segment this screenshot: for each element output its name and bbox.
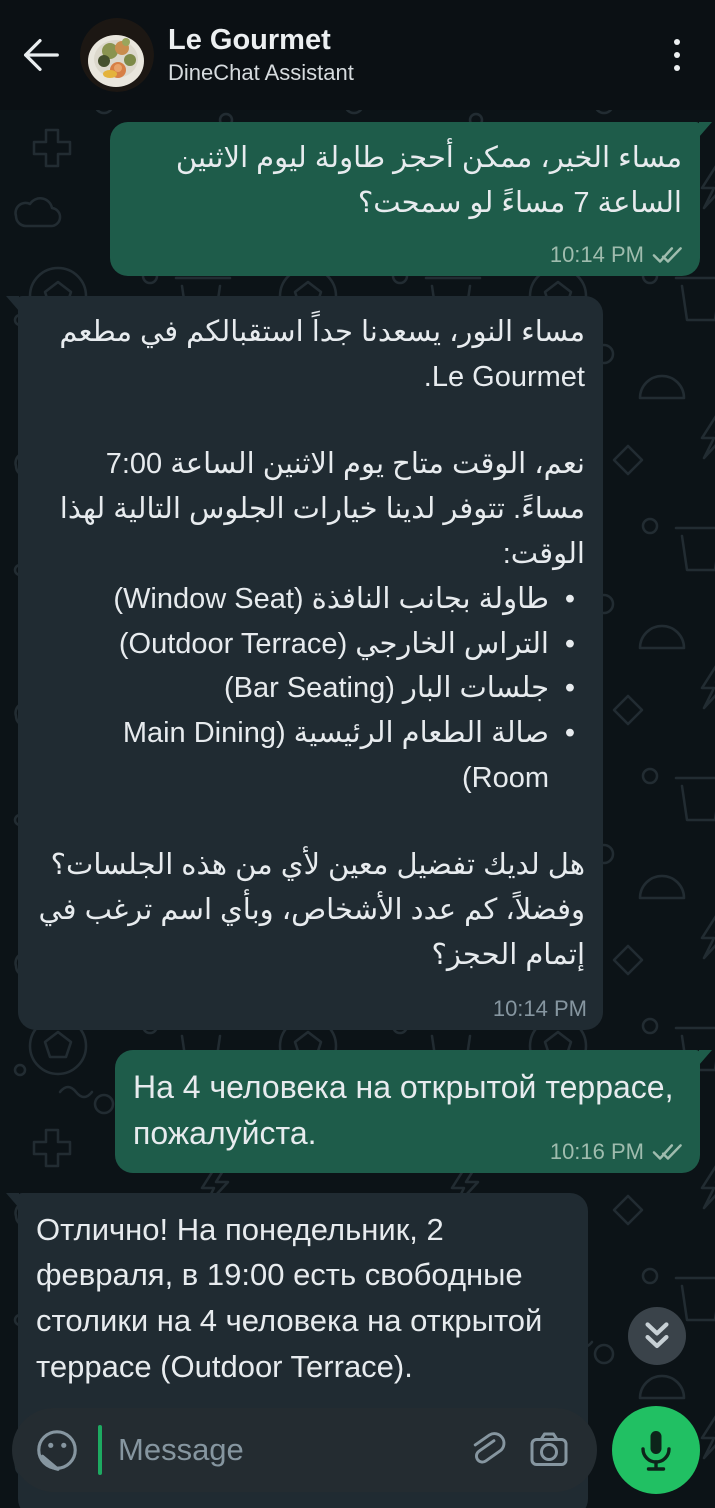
message-bubble-incoming[interactable]	[18, 296, 603, 1030]
microphone-icon	[632, 1426, 680, 1474]
scroll-to-bottom-button[interactable]	[628, 1307, 686, 1365]
seating-options-list	[36, 577, 585, 802]
message-meta	[549, 241, 684, 267]
message-text: نعم، الوقت متاح يوم الاثنين الساعة 7:00 مساءً. تتوفر لدينا خيارات الجلوس التالية لهذا الوقت:	[59, 447, 585, 570]
camera-icon	[525, 1426, 573, 1474]
back-arrow-icon	[17, 32, 63, 78]
message-text: مساء الخير، ممكن أحجز طاولة ليوم الاثنين الساعة 7 مساءً لو سمحت؟	[175, 142, 682, 219]
message-input[interactable]	[118, 1432, 447, 1468]
message-time: 10:14 PM	[492, 996, 587, 1022]
back-button[interactable]	[14, 29, 66, 81]
message-text: На 4 человека на открытой террасе, пожалуйста.	[133, 1069, 674, 1152]
restaurant-dish-image	[80, 18, 154, 92]
message-input-container	[12, 1408, 597, 1492]
seating-option: • طاولة بجانب النافذة (Window Seat)	[36, 577, 585, 622]
composer-bar	[0, 1400, 715, 1500]
message-list	[0, 110, 715, 1508]
contact-avatar[interactable]	[80, 18, 154, 92]
message-time: 10:14 PM	[549, 241, 644, 267]
message-text: Отлично! На понедельник, 2 февраля, в 19:00 есть свободные столики на 4 человека на открытой террасе (Outdoor Terrace).	[36, 1211, 543, 1384]
seating-option: • جلسات البار (Bar Seating)	[36, 666, 585, 711]
message-text: مساء النور، يسعدنا جداً استقبالكم في مطعم Le Gourmet.	[59, 315, 585, 393]
menu-button[interactable]	[655, 25, 699, 85]
paperclip-icon	[463, 1427, 509, 1473]
message-meta	[493, 998, 587, 1020]
seating-option: • صالة الطعام الرئيسية (Main Dining Room)	[36, 711, 585, 801]
kebab-menu-icon	[674, 39, 680, 45]
delivered-ticks-icon	[651, 244, 684, 265]
message-text: هل لديك تفضيل معين لأي من هذه الجلسات؟ وفضلاً، كم عدد الأشخاص، وبأي اسم ترغب في إتمام الحجز؟	[38, 849, 585, 972]
sticker-smiley-icon	[32, 1425, 82, 1475]
delivered-ticks-icon	[651, 1141, 684, 1162]
contact-status: DineChat Assistant	[168, 59, 354, 85]
camera-button[interactable]	[525, 1426, 573, 1474]
attach-button[interactable]	[463, 1427, 509, 1473]
text-cursor	[98, 1425, 102, 1475]
voice-message-button[interactable]	[612, 1406, 700, 1494]
seating-option: • التراس الخارجي (Outdoor Terrace)	[36, 622, 585, 667]
sticker-button[interactable]	[32, 1425, 82, 1475]
chevron-double-down-icon	[636, 1315, 678, 1357]
message-bubble-outgoing[interactable]	[110, 122, 700, 276]
message-meta	[549, 1138, 684, 1164]
contact-info[interactable]	[168, 25, 354, 85]
message-time: 10:16 PM	[549, 1138, 644, 1164]
chat-header	[0, 0, 715, 110]
message-bubble-outgoing[interactable]	[115, 1050, 700, 1173]
contact-name: Le Gourmet	[168, 23, 331, 56]
